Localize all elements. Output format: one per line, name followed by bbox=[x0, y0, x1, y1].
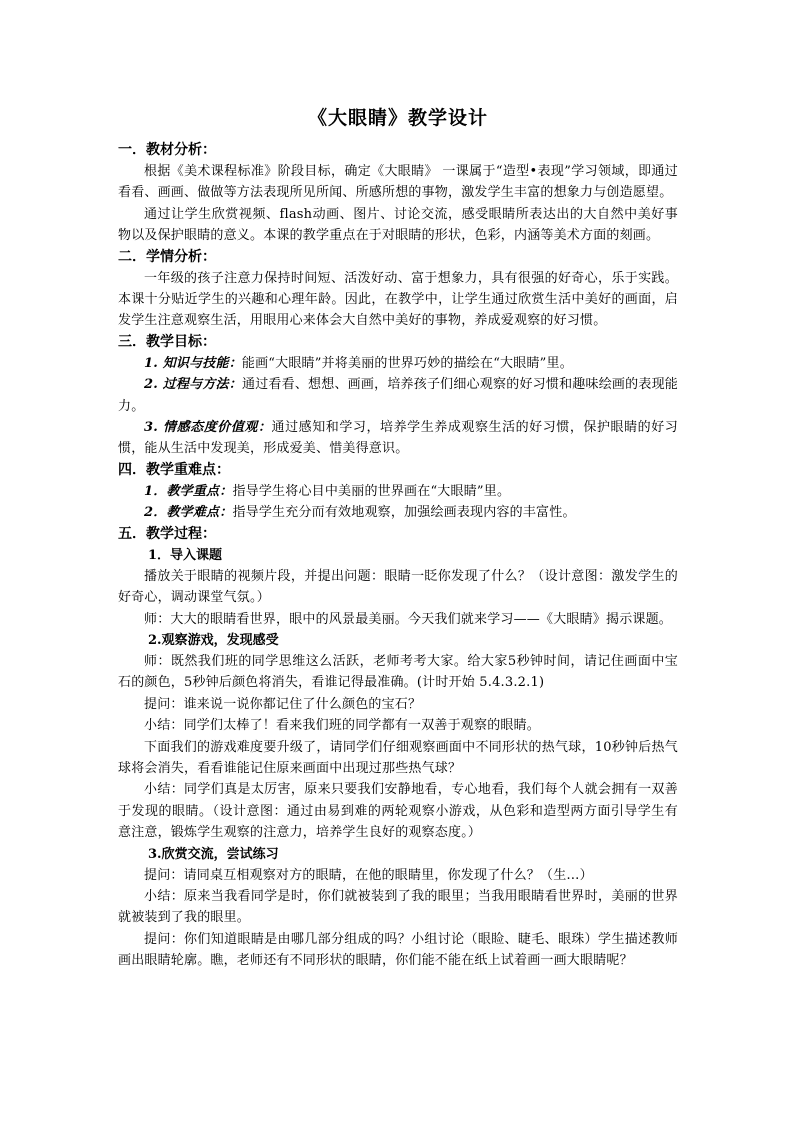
paragraph: 师：大大的眼睛看世界，眼中的风景最美丽。今天我们就来学习——《大眼睛》揭示课题。 bbox=[144, 611, 673, 627]
paragraph: 播放关于眼睛的视频片段，并提出问题：眼睛一眨你发现了什么？（设计意图：激发学生的好奇心，调动课堂气氛。） bbox=[118, 568, 678, 606]
goal-item bbox=[118, 374, 678, 417]
paragraph: 师：既然我们班的同学思维这么活跃，老师考考大家。给大家5秒钟时间，请记住画面中宝石的颜色，5秒钟后颜色将消失，看谁记得最准确。(计时开始 5.4.3.2.1) bbox=[118, 653, 678, 691]
step-heading-3: 3.欣赏交流，尝试练习 bbox=[148, 846, 279, 862]
goal-text: 能画“大眼睛”并将美丽的世界巧妙的描绘在“大眼睛”里。 bbox=[241, 355, 573, 371]
step-heading-1: 1．导入课题 bbox=[148, 547, 223, 563]
paragraph: 小结：同学们太棒了！看来我们班的同学都有一双善于观察的眼睛。 bbox=[144, 718, 541, 734]
section-heading-4: 四．教学重难点： bbox=[118, 461, 230, 478]
paragraph: 提问：你们知道眼睛是由哪几部分组成的吗？小组讨论（眼睑、睫毛、眼珠）学生描述教师画出眼睛轮廓。瞧，老师还有不同形状的眼睛，你们能不能在纸上试着画一画大眼睛呢？ bbox=[118, 931, 678, 969]
paragraph: 根据《美术课程标准》阶段目标，确定《大眼睛》 一课属于“造型•表现”学习领域，即通过看看、画画、做做等方法表现所见所闻、所感所想的事物，激发学生丰富的想象力与创造愿望。 bbox=[118, 164, 678, 201]
section-heading-5: 五．教学过程： bbox=[118, 525, 216, 542]
paragraph: 小结：原来当我看同学是时，你们就被装到了我的眼里；当我用眼睛看世界时，美丽的世界就被装到了我的眼里。 bbox=[118, 888, 678, 926]
document-title: 《大眼睛》教学设计 bbox=[307, 107, 488, 129]
key-item bbox=[118, 481, 678, 502]
paragraph: 小结：同学们真是太厉害，原来只要我们安静地看，专心地看，我们每个人就会拥有一双善于发现的眼睛。（设计意图：通过由易到难的两轮观察小游戏，从色彩和造型两方面引导学生有意注意，锻炼学生观察的注意力，培养学生良好的观察态度。） bbox=[118, 782, 678, 841]
goal-label: 2. 过程与方法： bbox=[144, 377, 242, 393]
goal-item bbox=[118, 353, 678, 374]
goal-item bbox=[118, 417, 678, 460]
key-text: 指导学生将心目中美丽的世界画在“大眼睛”里。 bbox=[232, 483, 511, 499]
paragraph: 提问：谁来说一说你都记住了什么颜色的宝石？ bbox=[144, 696, 422, 712]
paragraph: 提问：请同桌互相观察对方的眼睛，在他的眼睛里，你发现了什么？（生…） bbox=[144, 867, 593, 883]
goal-text: 通过看看、想想、画画，培养孩子们细心观察的好习惯和趣味绘画的表现能力。 bbox=[118, 377, 678, 414]
paragraph: 通过让学生欣赏视频、flash动画、图片、讨论交流，感受眼睛所表达出的大自然中美好事物以及保护眼睛的意义。本课的教学重点在于对眼睛的形状，色彩，内涵等美术方面的刻画。 bbox=[118, 206, 678, 244]
section-heading-2: 二．学情分析： bbox=[118, 248, 216, 265]
goal-label: 3. 情感态度价值观： bbox=[144, 420, 272, 436]
section-heading-3: 三．教学目标： bbox=[118, 333, 216, 350]
step-heading-2: 2.观察游戏，发现感受 bbox=[148, 632, 279, 648]
key-label: 1．教学重点： bbox=[144, 483, 233, 499]
paragraph: 下面我们的游戏难度要升级了，请同学们仔细观察画面中不同形状的热气球，10秒钟后热气球将会消失，看看谁能记住原来画面中出现过那些热气球？ bbox=[118, 739, 678, 776]
key-item bbox=[118, 502, 678, 523]
goal-label: 1. 知识与技能： bbox=[144, 355, 242, 371]
paragraph: 一年级的孩子注意力保持时间短、活泼好动、富于想象力，具有很强的好奇心，乐于实践。本课十分贴近学生的兴趣和心理年龄。因此，在教学中，让学生通过欣赏生活中美好的画面，启发学生注意观察生活，用眼用心来体会大自然中美好的事物，养成爱观察的好习惯。 bbox=[118, 270, 678, 329]
goal-text: 通过感知和学习，培养学生养成观察生活的好习惯，保护眼睛的好习惯，能从生活中发现美，形成爱美、惜美得意识。 bbox=[118, 420, 678, 457]
key-text: 指导学生充分而有效地观察，加强绘画表现内容的丰富性。 bbox=[232, 505, 576, 521]
document-page bbox=[118, 103, 678, 972]
section-heading-1: 一．教材分析： bbox=[118, 142, 216, 158]
key-label: 2．教学难点： bbox=[144, 505, 233, 521]
